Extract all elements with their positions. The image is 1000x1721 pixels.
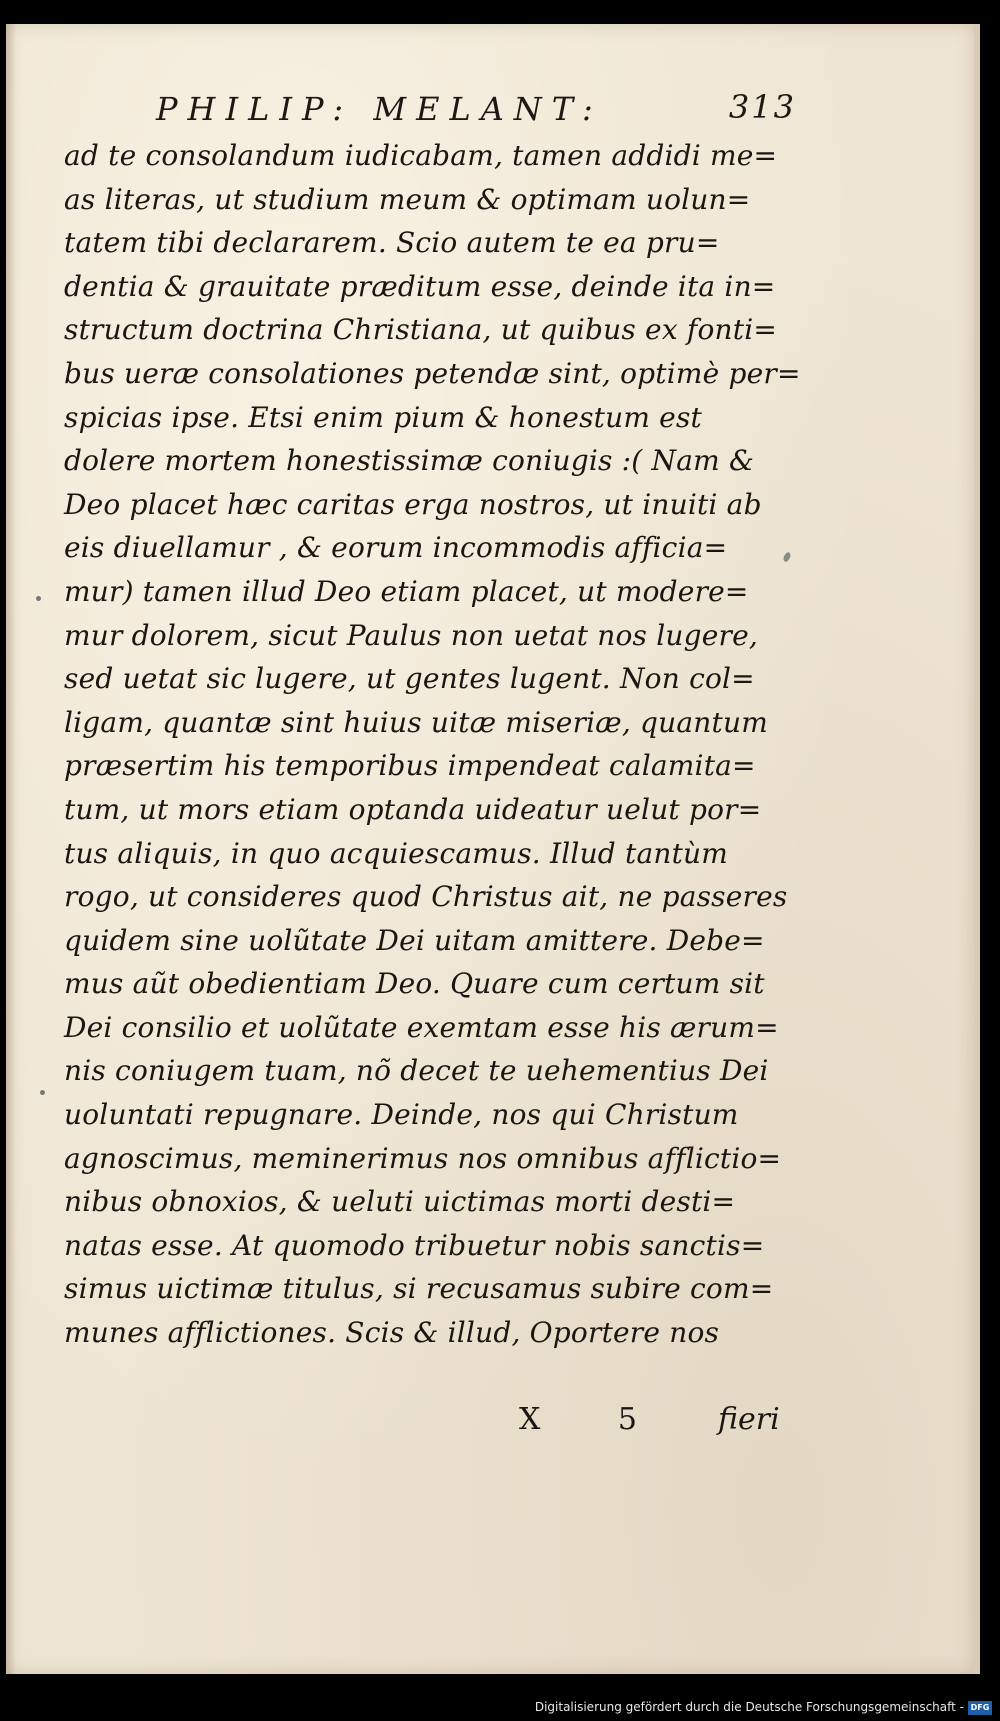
text-line: agnoscimus, meminerimus nos omnibus afflictio= [64,1141,782,1175]
text-line: uoluntati repugnare. Deinde, nos qui Christum [64,1098,739,1132]
text-line: tus aliquis, in quo acquiescamus. Illud tantùm [64,836,729,870]
signature-mark: X 5 [519,1402,671,1437]
text-line: natas esse. At quomodo tribuetur nobis sanctis= [64,1228,765,1262]
page-foot [6,1402,974,1452]
text-line: ad te consolandum iudicabam, tamen addidi me= [64,139,778,172]
text-line: spicias ipse. Etsi enim pium & honestum est [64,400,702,434]
dust-speck [39,1089,46,1096]
running-head-title: PHILIP: MELANT: [156,90,603,128]
text-line: dolere mortem honestissimæ coniugis :( Nam & [64,444,755,478]
text-line: Dei consilio et uolũtate exemtam esse his ærum= [64,1010,779,1044]
text-line: simus uictimæ titulus, si recusamus subire com= [64,1272,774,1306]
page-number: 313 [728,88,796,126]
text-line: eis diuellamur , & eorum incommodis afficia= [64,531,728,565]
text-line: dentia & grauitate præditum esse, deinde ita in= [64,269,776,303]
text-line: nis coniugem tuam, nõ decet te uehementius Dei [64,1054,769,1088]
text-line: as literas, ut studium meum & optimam uolun= [64,182,751,216]
footer-strip [0,1698,1000,1721]
text-line: tatem tibi declararem. Scio autem te ea pru= [64,226,720,260]
dust-speck [35,595,42,602]
text-line: Deo placet hæc caritas erga nostros, ut inuiti ab [64,487,762,521]
text-line: rogo, ut consideres quod Christus ait, ne passeres [64,880,788,914]
text-line: munes afflictiones. Scis & illud, Oportere nos [64,1316,720,1350]
dfg-logo: DFG [968,1701,992,1715]
text-line: mus aũt obedientiam Deo. Quare cum certum sit [64,967,765,1001]
book-page [6,24,980,1674]
text-line: tum, ut mors etiam optanda uideatur uelut por= [64,792,762,826]
text-line: nibus obnoxios, & ueluti uictimas morti desti= [64,1185,736,1219]
text-line: quidem sine uolũtate Dei uitam amittere. Debe= [64,923,765,957]
text-line: præsertim his temporibus impendeat calamita= [64,749,756,783]
text-line: ligam, quantæ sint huius uitæ miseriæ, quantum [64,705,768,739]
text-line: mur) tamen illud Deo etiam placet, ut modere= [64,574,749,608]
digitization-credit: Digitalisierung gefördert durch die Deutsche Forschungsgemeinschaft - [534,1700,964,1714]
text-line: sed uetat sic lugere, ut gentes lugent. Non col= [64,662,755,696]
text-block [64,134,801,1355]
text-line: mur dolorem, sicut Paulus non uetat nos lugere, [64,618,758,652]
catchword: fieri [718,1402,780,1437]
text-line: bus ueræ consolationes petendæ sint, optimè per= [64,356,801,390]
text-line: structum doctrina Christiana, ut quibus ex fonti= [64,313,778,347]
